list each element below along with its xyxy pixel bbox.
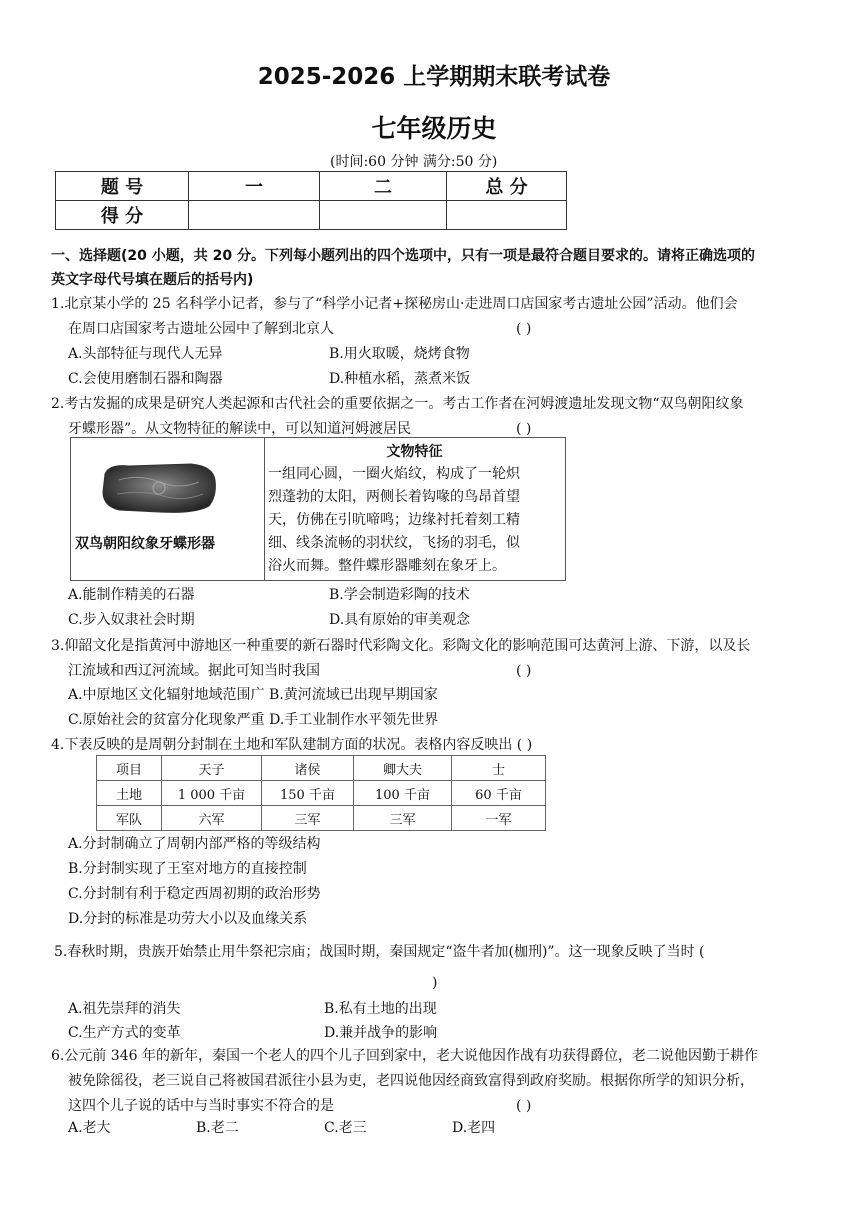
q3-line1: 3.仰韶文化是指黄河中游地区一种重要的新石器时代彩陶文化。彩陶文化的影响范围可达黄河上游、下游，以及长 [51,638,751,654]
table-cell: 1 000 千亩 [162,781,262,806]
q6-option-a: A.老大 [68,1120,111,1136]
q3-line2 [51,659,750,684]
q3-options-cd: C.原始社会的贫富分化现象严重 D.手工业制作水平领先世界 [68,712,439,728]
table-cell: 100 千亩 [354,781,452,806]
q2-option-b: B.学会制造彩陶的技术 [329,587,470,603]
q2-line2-text: 牙蝶形器”。从文物特征的解读中，可以知道河姆渡居民 [68,421,412,437]
feature-text [264,463,565,578]
question-3 [51,634,750,684]
time-info: (时间:60 分钟 满分:50 分) [330,154,498,170]
q2-option-a: A.能制作精美的石器 [68,587,195,603]
q6-line1: 6.公元前 346 年的新年，秦国一个老人的四个儿子回到家中，老大说他因作战有功获得爵位，老二说他因勤于耕作 [51,1048,758,1064]
q3-line2-text: 江流域和西辽河流域。据此可知当时我国 [68,663,320,679]
table-cell: 三军 [354,806,452,831]
score-value-row [56,201,567,230]
q1-option-d: D.种植水稻，蒸煮米饭 [329,371,471,387]
exam-title: 2025-2026 上学期期末联考试卷 [257,64,611,90]
feature-line: 一组同心圆，一圈火焰纹，构成了一轮炽 [268,466,520,482]
q6-option-d: D.老四 [452,1120,496,1136]
q2-answer-bracket[interactable]: ( ) [516,421,532,437]
q5-option-b: B.私有土地的出现 [324,1001,437,1017]
q6-line3 [51,1094,758,1119]
q5-option-d: D.兼并战争的影响 [324,1025,438,1041]
table-row [97,806,546,831]
score-cell: 题 号 [56,172,189,201]
q4-option-b: B.分封制实现了王室对地方的直接控制 [68,861,307,877]
table-cell: 土地 [97,781,162,806]
q1-option-b: B.用火取暖，烧烤食物 [329,346,470,362]
q6-answer-bracket[interactable]: ( ) [516,1098,532,1114]
table-cell: 三军 [262,806,354,831]
table-cell: 诸侯 [262,756,354,781]
score-input-1[interactable] [189,201,320,230]
q2-option-d: D.具有原始的审美观念 [329,612,471,628]
feature-line: 浴火而舞。整件蝶形器雕刻在象牙上。 [268,558,506,574]
fengjian-table [96,755,546,831]
q2-option-c: C.步入奴隶社会时期 [68,612,195,628]
feature-line: 细、线条流畅的羽状纹，飞扬的羽毛，似 [268,535,520,551]
q1-option-c: C.会使用磨制石器和陶器 [68,371,223,387]
q1-line1: 1.北京某小学的 25 名科学小记者，参与了“科学小记者+探秘房山·走进周口店国家考古遗址公园”活动。他们会 [51,296,738,312]
q2-line1: 2.考古发掘的成果是研究人类起源和古代社会的重要依据之一。考古工作者在河姆渡遗址发现文物“双鸟朝阳纹象 [51,396,744,412]
table-header-row [97,756,546,781]
score-cell: 得 分 [56,201,189,230]
q4-option-a: A.分封制确立了周朝内部严格的等级结构 [68,836,321,852]
q6-line3-text: 这四个儿子说的话中与当时事实不符合的是 [68,1098,334,1114]
q4-option-d: D.分封的标准是功劳大小以及血缘关系 [68,911,308,927]
q4-option-c: C.分封制有利于稳定西周初期的政治形势 [68,886,321,902]
q5-option-c: C.生产方式的变革 [68,1025,181,1041]
score-header-row [56,172,567,201]
q1-option-a: A.头部特征与现代人无异 [68,346,223,362]
table-cell: 卿大夫 [354,756,452,781]
table-cell: 项目 [97,756,162,781]
subject-title: 七年级历史 [371,114,497,143]
question-6 [51,1044,758,1119]
table-cell: 天子 [162,756,262,781]
score-cell: 二 [320,172,447,201]
question-1 [51,292,738,342]
score-input-2[interactable] [320,201,447,230]
artifact-image-cell [71,438,265,580]
q6-option-b: B.老二 [196,1120,239,1136]
artifact-box [70,437,566,581]
q1-line2-text: 在周口店国家考古遗址公园中了解到北京人 [68,321,334,337]
feature-title: 文物特征 [386,444,443,460]
q1-answer-bracket[interactable]: ( ) [516,321,532,337]
table-row [97,781,546,806]
feature-line: 烈蓬勃的太阳，两侧长着钩喙的鸟昂首望 [268,489,520,505]
q6-line2: 被免除徭役，老三说自己将被国君派往小县为吏，老四说他因经商致富得到政府奖励。根据你所学的知识分析， [68,1073,754,1089]
q1-line2 [51,317,738,342]
score-cell: 总 分 [447,172,567,201]
question-2 [51,392,744,442]
q5-option-a: A.祖先崇拜的消失 [68,1001,181,1017]
q6-option-c: C.老三 [324,1120,367,1136]
q4-line1: 4.下表反映的是周朝分封制在土地和军队建制方面的状况。表格内容反映出 ( ) [51,737,533,753]
feature-line: 天，仿佛在引吭啼鸣；边缘衬托着刻工精 [268,512,520,528]
artifact-feature-cell [264,438,565,580]
table-cell: 一军 [452,806,546,831]
table-cell: 军队 [97,806,162,831]
score-cell: 一 [189,172,320,201]
table-cell: 150 千亩 [262,781,354,806]
table-cell: 六军 [162,806,262,831]
score-input-total[interactable] [447,201,567,230]
section-heading-line2: 英文字母代号填在题后的括号内) [51,272,254,288]
q5-answer-bracket-close[interactable]: ) [432,975,438,991]
table-cell: 士 [452,756,546,781]
table-cell: 60 千亩 [452,781,546,806]
score-table [55,171,567,230]
q3-options-ab: A.中原地区文化辐射地域范围广 B.黄河流域已出现早期国家 [68,687,438,703]
q3-answer-bracket[interactable]: ( ) [516,663,532,679]
section-heading [51,244,755,292]
q5-line1: 5.春秋时期，贵族开始禁止用牛祭祀宗庙；战国时期，秦国规定“盗牛者加(枷刑)”。这一现象反映了当时 ( [54,944,705,960]
section-heading-line1: 一、选择题(20 小题，共 20 分。下列每小题列出的四个选项中，只有一项是最符合题目要求的。请将正确选项的 [51,248,755,264]
ivory-artifact-image [99,460,219,516]
artifact-name: 双鸟朝阳纹象牙蝶形器 [75,536,215,552]
